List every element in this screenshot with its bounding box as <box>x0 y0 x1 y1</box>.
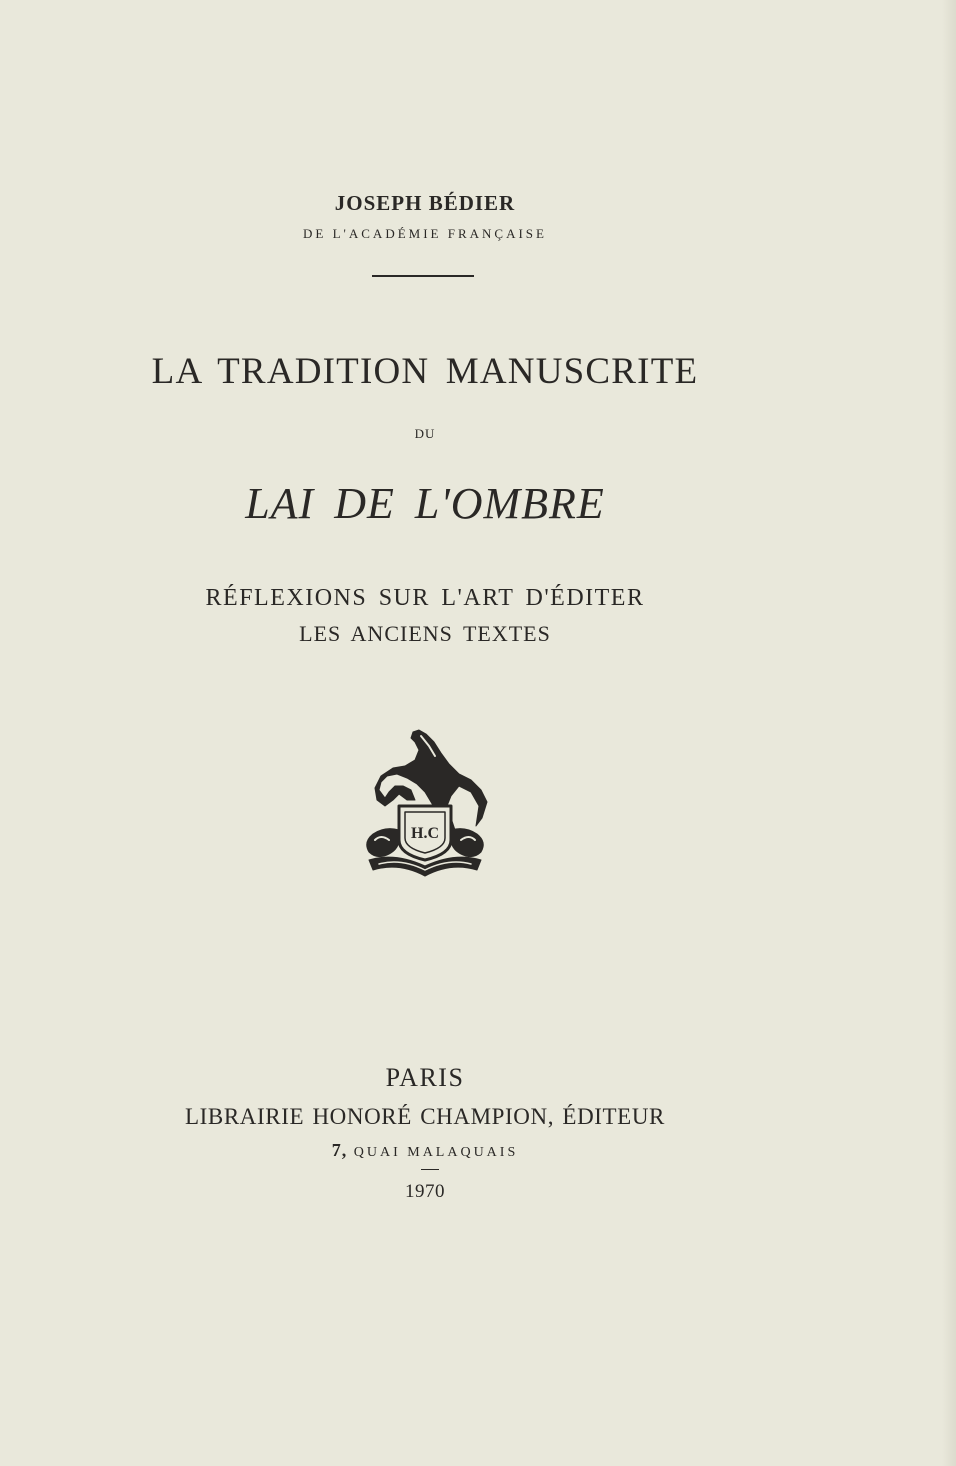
author-name: JOSEPH BÉDIER <box>334 191 516 215</box>
imprint-street: QUAI MALAQUAIS <box>353 1145 519 1160</box>
title-connector: DU <box>414 426 436 441</box>
book-subject: LAI DE L'OMBRE <box>245 479 605 528</box>
subtitle-line-1: RÉFLEXIONS SUR L'ART D'ÉDITER <box>205 585 645 611</box>
imprint-address <box>0 1140 850 1161</box>
imprint-year: 1970 <box>405 1181 445 1202</box>
book-title: LA TRADITION MANUSCRITE <box>151 351 699 392</box>
imprint-publisher: LIBRAIRIE HONORÉ CHAMPION, ÉDITEUR <box>185 1104 665 1129</box>
emblem-monogram: H.C <box>411 825 439 842</box>
imprint-city: PARIS <box>385 1063 465 1092</box>
subtitle-line-2: LES ANCIENS TEXTES <box>299 621 551 646</box>
page-edge-shadow <box>942 0 956 1466</box>
publisher-horse-crest-icon <box>355 726 495 886</box>
title-divider <box>372 275 474 277</box>
author-affiliation: DE L'ACADÉMIE FRANÇAISE <box>303 226 547 241</box>
imprint-street-number: 7, <box>331 1140 348 1160</box>
year-divider <box>421 1169 439 1170</box>
